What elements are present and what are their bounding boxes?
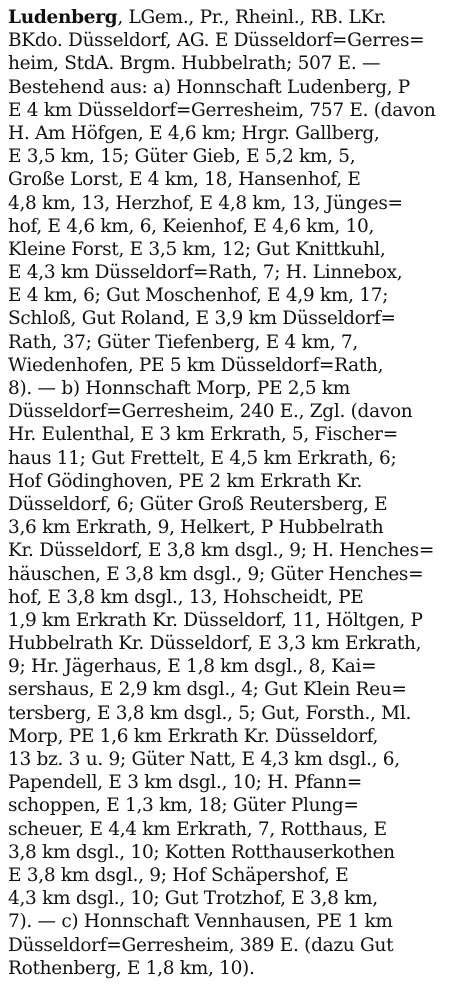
text-line: Düsseldorf=Gerresheim, 240 E., Zgl. (davon	[8, 401, 413, 423]
text-line: E 3,5 km, 15; Güter Gieb, E 5,2 km, 5,	[8, 146, 356, 168]
text-line: Kr. Düsseldorf, E 3,8 km dsgl., 9; H. Henches=	[8, 540, 435, 562]
text-line: 3,8 km dsgl., 10; Kotten Rotthauserkothen	[8, 841, 395, 863]
text-line: 1,9 km Erkrath Kr. Düsseldorf, 11, Höltgen, P	[8, 609, 423, 631]
text-line: tersberg, E 3,8 km dsgl., 5; Gut, Forsth., Ml.	[8, 702, 412, 724]
text-line: hof, E 3,8 km dsgl., 13, Hohscheidt, PE	[8, 586, 364, 608]
text-line: Düsseldorf, 6; Güter Groß Reutersberg, E	[8, 493, 388, 515]
text-line: Rath, 37; Güter Tiefenberg, E 4 km, 7,	[8, 331, 358, 353]
text-line: 8). — b) Honnschaft Morp, PE 2,5 km	[8, 378, 351, 399]
text-line: BKdo. Düsseldorf, AG. E Düsseldorf=Gerres=	[8, 30, 425, 52]
text-line: E 4 km Düsseldorf=Gerresheim, 757 E. (davon	[8, 99, 436, 121]
entry-heading-rest: , LGem., Pr., Rheinl., RB. LKr.	[117, 7, 387, 28]
text-line: H. Am Höfgen, E 4,6 km; Hrgr. Gallberg,	[8, 122, 380, 144]
text-line	[8, 6, 454, 29]
text-line: Hr. Eulenthal, E 3 km Erkrath, 5, Fischer=	[8, 424, 398, 446]
text-line: 13 bz. 3 u. 9; Güter Natt, E 4,3 km dsgl., 6,	[8, 749, 400, 770]
text-line: hof, E 4,6 km, 6, Keienhof, E 4,6 km, 10,	[8, 215, 375, 237]
text-line: Hubbelrath Kr. Düsseldorf, E 3,3 km Erkrath,	[8, 633, 422, 655]
text-line: E 3,8 km dsgl., 9; Hof Schäpershof, E	[8, 864, 349, 886]
text-line: Papendell, E 3 km dsgl., 10; H. Pfann=	[8, 772, 362, 794]
text-line: 7). — c) Honnschaft Vennhausen, PE 1 km	[8, 911, 393, 933]
text-line: Rothenberg, E 1,8 km, 10).	[8, 957, 255, 979]
text-line: 3,6 km Erkrath, 9, Helkert, P Hubbelrath	[8, 517, 384, 539]
text-line: 9; Hr. Jägerhaus, E 1,8 km dsgl., 8, Kai=	[8, 656, 377, 678]
text-line: 4,8 km, 13, Herzhof, E 4,8 km, 13, Jünges=	[8, 192, 403, 214]
text-line: häuschen, E 3,8 km dsgl., 9; Güter Henches=	[8, 563, 424, 585]
entry-heading: Ludenberg	[8, 7, 118, 28]
text-line: sershaus, E 2,9 km dsgl., 4; Gut Klein Reu=	[8, 679, 407, 701]
text-line: Schloß, Gut Roland, E 3,9 km Düsseldorf=	[8, 308, 396, 330]
text-line: Bestehend aus: a) Honnschaft Ludenberg, P	[8, 76, 410, 98]
text-line: heim, StdA. Brgm. Hubbelrath; 507 E. —	[8, 53, 381, 75]
text-line: Kleine Forst, E 3,5 km, 12; Gut Knittkuhl,	[8, 238, 386, 260]
text-line: Große Lorst, E 4 km, 18, Hansenhof, E	[8, 169, 361, 191]
text-line: Morp, PE 1,6 km Erkrath Kr. Düsseldorf,	[8, 725, 379, 747]
text-line: Wiedenhofen, PE 5 km Düsseldorf=Rath,	[8, 354, 384, 376]
text-line: Düsseldorf=Gerresheim, 389 E. (dazu Gut	[8, 934, 394, 956]
text-line: haus 11; Gut Frettelt, E 4,5 km Erkrath, 6;	[8, 447, 397, 469]
text-line: schoppen, E 1,3 km, 18; Güter Plung=	[8, 795, 359, 817]
text-line: scheuer, E 4,4 km Erkrath, 7, Rotthaus, E	[8, 818, 387, 840]
text-line: Hof Gödinghoven, PE 2 km Erkrath Kr.	[8, 470, 363, 492]
text-line: E 4,3 km Düsseldorf=Rath, 7; H. Linnebox,	[8, 262, 403, 284]
text-line: E 4 km, 6; Gut Moschenhof, E 4,9 km, 17;	[8, 285, 389, 307]
text-line: 4,3 km dsgl., 10; Gut Trotzhof, E 3,8 km,	[8, 888, 378, 910]
